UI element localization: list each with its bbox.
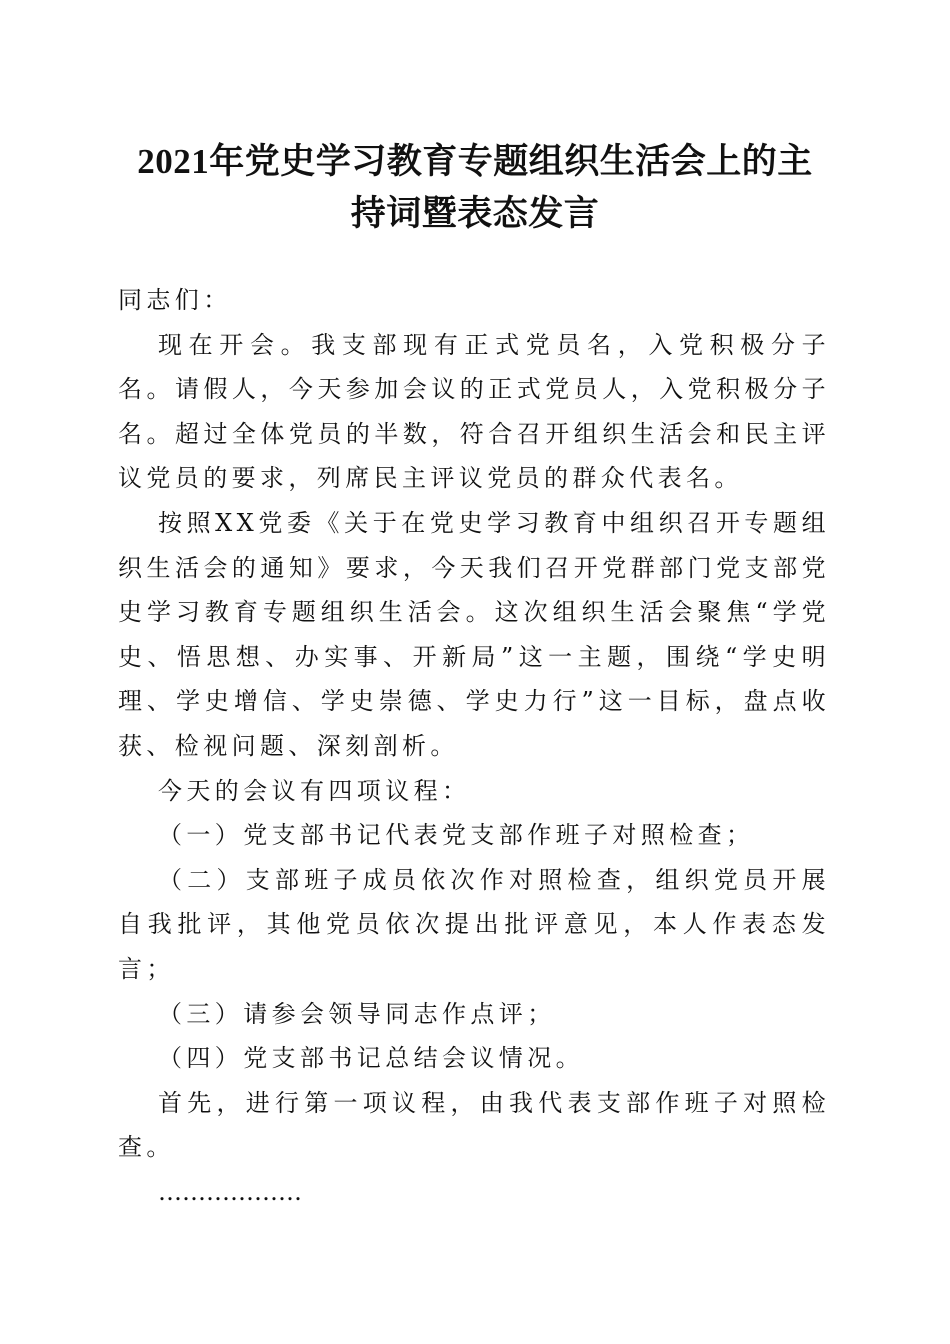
title-line-1: 2021年党史学习教育专题组织生活会上的主	[137, 142, 813, 181]
agenda-item-3: （三）请参会领导同志作点评；	[158, 999, 556, 1028]
paragraph-closing: 首先，进行第一项议程，由我代表支部作班子对照检查。	[118, 1088, 830, 1162]
paragraph-agenda-intro: 今天的会议有四项议程：	[158, 776, 471, 805]
salutation: 同志们：	[118, 286, 232, 314]
ellipsis: ………………	[158, 1177, 302, 1206]
title-line-2: 持词暨表态发言	[350, 194, 600, 233]
paragraph-background: 按照XX党委《关于在党史学习教育中组织召开专题组织生活会的通知》要求，今天我们召开党群部门党支部党史学习教育专题组织生活会。这次组织生活会聚焦“学党史、悟思想、办实事、开新局”这一主题，围绕“学史明理、学史增信、学史崇德、学史力行”这一目标，盘点收获、检视问题、深刻剖析。	[118, 508, 830, 760]
agenda-item-2: （二）支部班子成员依次作对照检查，组织党员开展自我批评，其他党员依次提出批评意见，本人作表态发言；	[118, 865, 830, 983]
agenda-item-1: （一）党支部书记代表党支部作班子对照检查；	[158, 821, 755, 850]
agenda-item-4: （四）党支部书记总结会议情况。	[158, 1044, 584, 1073]
document-body	[118, 278, 830, 1214]
paragraph-opening: 现在开会。我支部现有正式党员名，入党积极分子名。请假人，今天参加会议的正式党员人，入党积极分子名。超过全体党员的半数，符合召开组织生活会和民主评议党员的要求，列席民主评议党员的群众代表名。	[118, 330, 830, 493]
document-title	[118, 136, 832, 240]
